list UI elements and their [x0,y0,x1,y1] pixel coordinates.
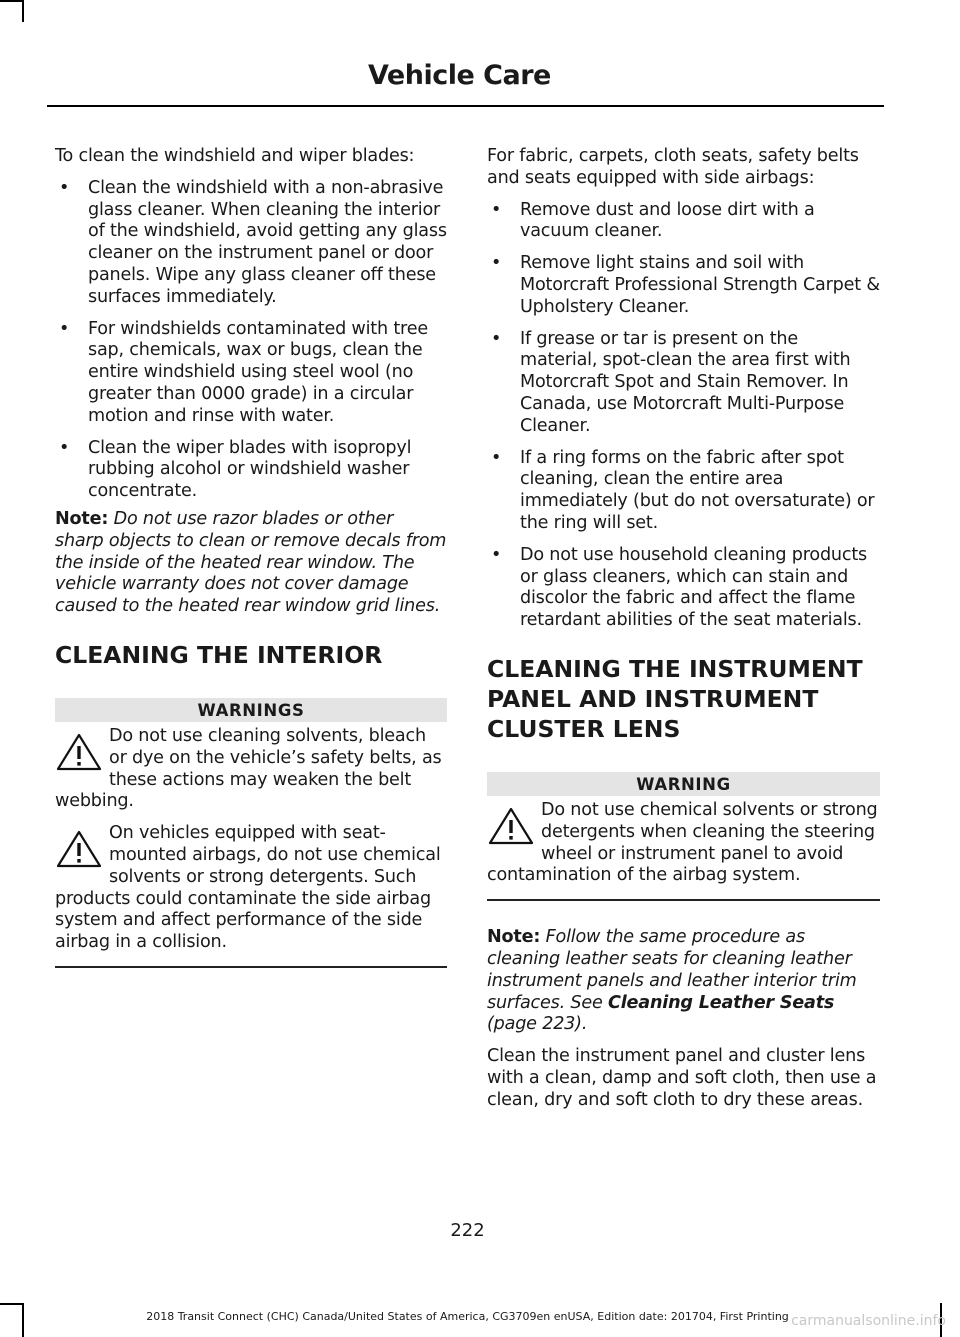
warning-item [55,726,447,813]
note-text: Follow the same procedure as cleaning leather seats for cleaning leather instrument panels and leather interior trim surfaces. See [487,927,857,1013]
warning-triangle-icon [487,806,537,846]
windshield-bullet-list [55,178,447,503]
crop-mark [22,0,24,22]
windshield-intro: To clean the windshield and wiper blades: [55,146,415,166]
list-item: • Clean the windshield with a non-abrasive glass cleaner. When cleaning the interior of the windshield, avoid getting any glass cleaner on the instrument panel or door panels. Wipe any glass cleaner off these surfaces immediately. [59,177,447,307]
warning-end-rule [487,899,880,901]
page-header-title: Vehicle Care [368,60,551,91]
note-label: Note: [55,508,109,529]
bullet-icon: • [491,328,502,349]
fabric-bullet-list [487,200,880,632]
list-item: • Remove dust and loose dirt with a vacuum cleaner. [491,199,815,242]
bullet-icon: • [491,544,502,565]
list-item: • Do not use household cleaning products or glass cleaners, which can stain and discolor the fabric and affect the flame retardant abilities of the seat materials. [491,544,868,631]
footer-edition-info: 2018 Transit Connect (CHC) Canada/United States of America, CG3709en enUSA, Edition date: 201704, First Printing [146,1310,789,1323]
warning-text: On vehicles equipped with seat-mounted airbags, do not use chemical solvents or strong detergents. Such products could contaminate the side airbag system and affect performance of the side airbag in a collision. [55,823,441,953]
header-rule [47,105,884,107]
page-reference: (page 223). [487,1014,588,1035]
warning-triangle-icon [55,732,105,772]
section-title-cleaning-interior: CLEANING THE INTERIOR [55,640,383,669]
bullet-icon: • [491,253,502,274]
fabric-intro: For fabric, carpets, cloth seats, safety belts and seats equipped with side airbags: [487,146,859,188]
watermark: carmanualsonline.info [791,1313,946,1329]
leather-panel-note [487,927,880,1036]
list-item: • If a ring forms on the fabric after spot cleaning, clean the entire area immediately (but do not oversaturate) or the ring will set. [491,447,875,533]
cross-reference-link[interactable]: Cleaning Leather Seats [608,992,835,1013]
warning-header: WARNING [487,772,880,796]
section-title-cleaning-instrument-panel: CLEANING THE INSTRUMENT PANEL AND INSTRUMENT CLUSTER LENS [487,654,863,743]
warning-triangle-icon [55,829,105,869]
warnings-end-rule [55,966,447,968]
warning-text: Do not use cleaning solvents, bleach or dye on the vehicle’s safety belts, as these actions may weaken the belt webbing. [55,725,442,812]
warning-item [55,823,447,954]
list-item: • Remove light stains and soil with Motorcraft Professional Strength Carpet & Upholstery Cleaner. [491,253,880,317]
warning-item [487,800,880,887]
heated-window-note [55,509,447,618]
bullet-icon: • [491,199,502,220]
note-text: Do not use razor blades or other sharp objects to clean or remove decals from the inside of the heated rear window. The vehicle warranty does not cover damage caused to the heated rear window grid lines. [55,508,447,617]
bullet-icon: • [59,177,70,198]
bullet-icon: • [491,447,502,468]
page-number: 222 [450,1220,485,1241]
list-item: • Clean the wiper blades with isopropyl rubbing alcohol or windshield washer concentrate. [59,437,412,502]
crop-mark [0,0,22,2]
instrument-panel-paragraph: Clean the instrument panel and cluster lens with a clean, damp and soft cloth, then use a clean, dry and soft cloth to dry these areas. [487,1046,877,1110]
list-item: • If grease or tar is present on the material, spot-clean the area first with Motorcraft Spot and Stain Remover. In Canada, use Motorcraft Multi-Purpose Cleaner. [491,328,851,436]
bullet-icon: • [59,437,70,458]
bullet-icon: • [59,318,70,339]
crop-mark [0,1303,22,1305]
note-label: Note: [487,927,541,948]
warning-text: Do not use chemical solvents or strong detergents when cleaning the steering wheel or instrument panel to avoid contamination of the airbag system. [487,799,878,886]
left-column [55,146,447,968]
list-item: • For windshields contaminated with tree sap, chemicals, wax or bugs, clean the entire windshield using steel wool (no greater than 0000 grade) in a circular motion and rinse with water. [59,318,428,426]
right-column [487,146,880,1122]
warnings-header: WARNINGS [55,698,447,722]
